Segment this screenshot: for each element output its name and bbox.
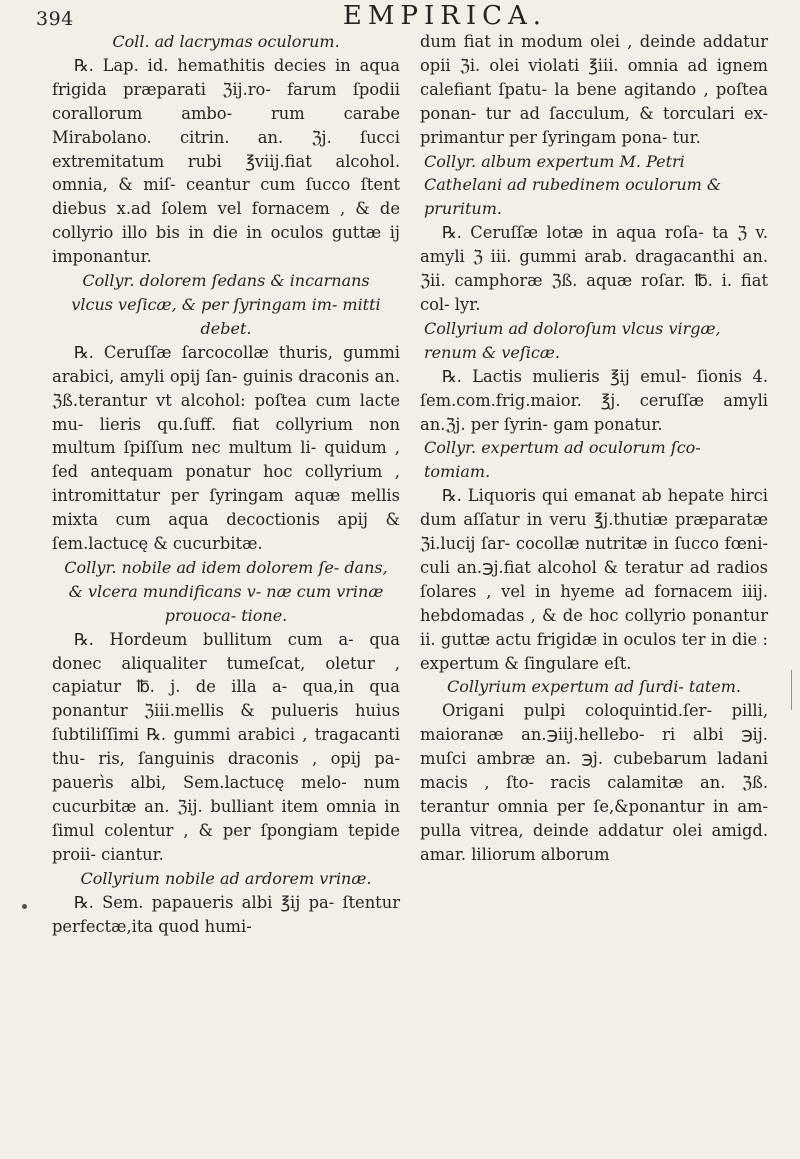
margin-dot: [22, 904, 27, 909]
recipe-paragraph: ℞. Ceruſſæ lotæ in aqua roſa- ta ℨ v. amyli ℨ iii. gummi arab. dragacanthi an. ℨii. camphoræ ℨß. aquæ roſar. ℔. i. fiat col- lyr.: [420, 223, 768, 314]
recipe-heading: Collyrium ad doloroſum vlcus virgæ, renum & veſicæ.: [424, 318, 721, 362]
recipe-heading: Collyr. album expertum M. Petri Cathelani ad rubedinem oculorum & pruritum.: [424, 151, 722, 219]
page-edge-mark: [791, 670, 794, 710]
recipe-paragraph: dum fiat in modum olei , deinde addatur opii ℨi. olei violati ℥iii. omnia ad ignem calefiant ſpatu- la bene agitando , poſtea ponan- tur ad ſacculum, & torculari ex- primantur per ſyringam pona- tur.: [420, 32, 768, 147]
left-column: [52, 30, 400, 938]
recipe-paragraph: ℞. Liquoris qui emanat ab hepate hirci dum aſſatur in veru ℥j.thutiæ præparatæ ℨi.lucij ſar- cocollæ nutritæ in ſucco fœni- culi an.℈j.fiat alcohol & teratur ad radios ſolares , vel in hyeme ad fornacem iiij. hebdomadas , & de hoc collyrio ponantur ii. guttæ actu frigidæ in oculos ter in die : expertum & ſingulare eſt.: [420, 486, 768, 673]
recipe-heading: Coll. ad lacrymas oculorum.: [112, 32, 340, 51]
recipe-paragraph: ℞. Ceruſſæ ſarcocollæ thuris, gummi arabici, amyli opij ſan- guinis draconis an. ℨß.terantur vt alcohol: poſtea cum lacte mu- lieris qu.ſuff. fiat collyrium non multum ſpiſſum nec multum li- quidum , ſed antequam ponatur hoc collyrium , intromittatur per ſyringam aquæ mellis mixta cum aqua decoctionis apij & ſem.lactucę & cucurbitæ.: [52, 342, 400, 554]
text-columns: [52, 30, 768, 938]
recipe-heading: Collyr. nobile ad idem dolorem ſe- dans, & vlcera mundificans v- næ cum vrinæ prouoca- tione.: [64, 557, 388, 625]
running-head: EMPIRICA.: [342, 1, 548, 31]
recipe-paragraph: Origani pulpi coloquintid.ſer- pilli, maioranæ an.℈iij.hellebo- ri albi ℈ij. muſci ambræ an. ℈j. cubebarum ladani macis , ſto- racis calamitæ an. ℨß. terantur omnia per ſe,&ponantur in am- pulla vitrea, deinde addatur olei amigd. amar. liliorum alborum: [420, 701, 768, 864]
recipe-paragraph: ℞. Lactis mulieris ℥ij emul- ſionis 4. ſem.com.frig.maior. ℥j. ceruſſæ amyli an.ℨj. per ſyrin- gam ponatur.: [420, 366, 768, 434]
recipe-paragraph: ℞. Lap. id. hemathitis decies in aqua frigida præparati ℨij.ro- farum ſpodii corallorum ambo- rum carabe Mirabolano. citrin. an. ℨj. ſucci extremitatum rubi ℥viij.fiat alcohol. omnia, & miſ- ceantur cum ſucco ſtent diebus x.ad ſolem vel fornacem , & de collyrio illo bis in die in oculos guttæ ij imponantur.: [52, 55, 400, 267]
recipe-heading: Collyr. dolorem ſedans & incarnans vlcus veſicæ, & per ſyringam im- mitti debet.: [71, 271, 381, 338]
page-number: 394: [36, 8, 74, 30]
recipe-heading: Collyr. expertum ad oculorum ſco- tomiam.: [424, 438, 701, 482]
recipe-heading: Collyrium nobile ad ardorem vrinæ.: [80, 868, 372, 888]
recipe-paragraph: ℞. Sem. papaueris albi ℥ij pa- ſtentur perfectæ,ita quod humi-: [52, 892, 400, 936]
recipe-heading: Collyrium expertum ad ſurdi- tatem.: [446, 677, 742, 697]
recipe-paragraph: ℞. Hordeum bullitum cum a- qua donec aliqualiter tumeſcat, oletur , capiatur ℔. j. de illa a- qua,in qua ponantur ℨiii.mellis & pulueris huius ſubtiliſſimi ℞. gummi arabici , tragacanti thu- ris, ſanguinis draconis , opij pa- pauerìs albi, Sem.lactucę melo- num cucurbitæ an. ℨij. bulliant item omnia in ſimul colentur , & per ſpongiam tepide proii- ciantur.: [52, 629, 400, 864]
right-column: [420, 30, 768, 938]
